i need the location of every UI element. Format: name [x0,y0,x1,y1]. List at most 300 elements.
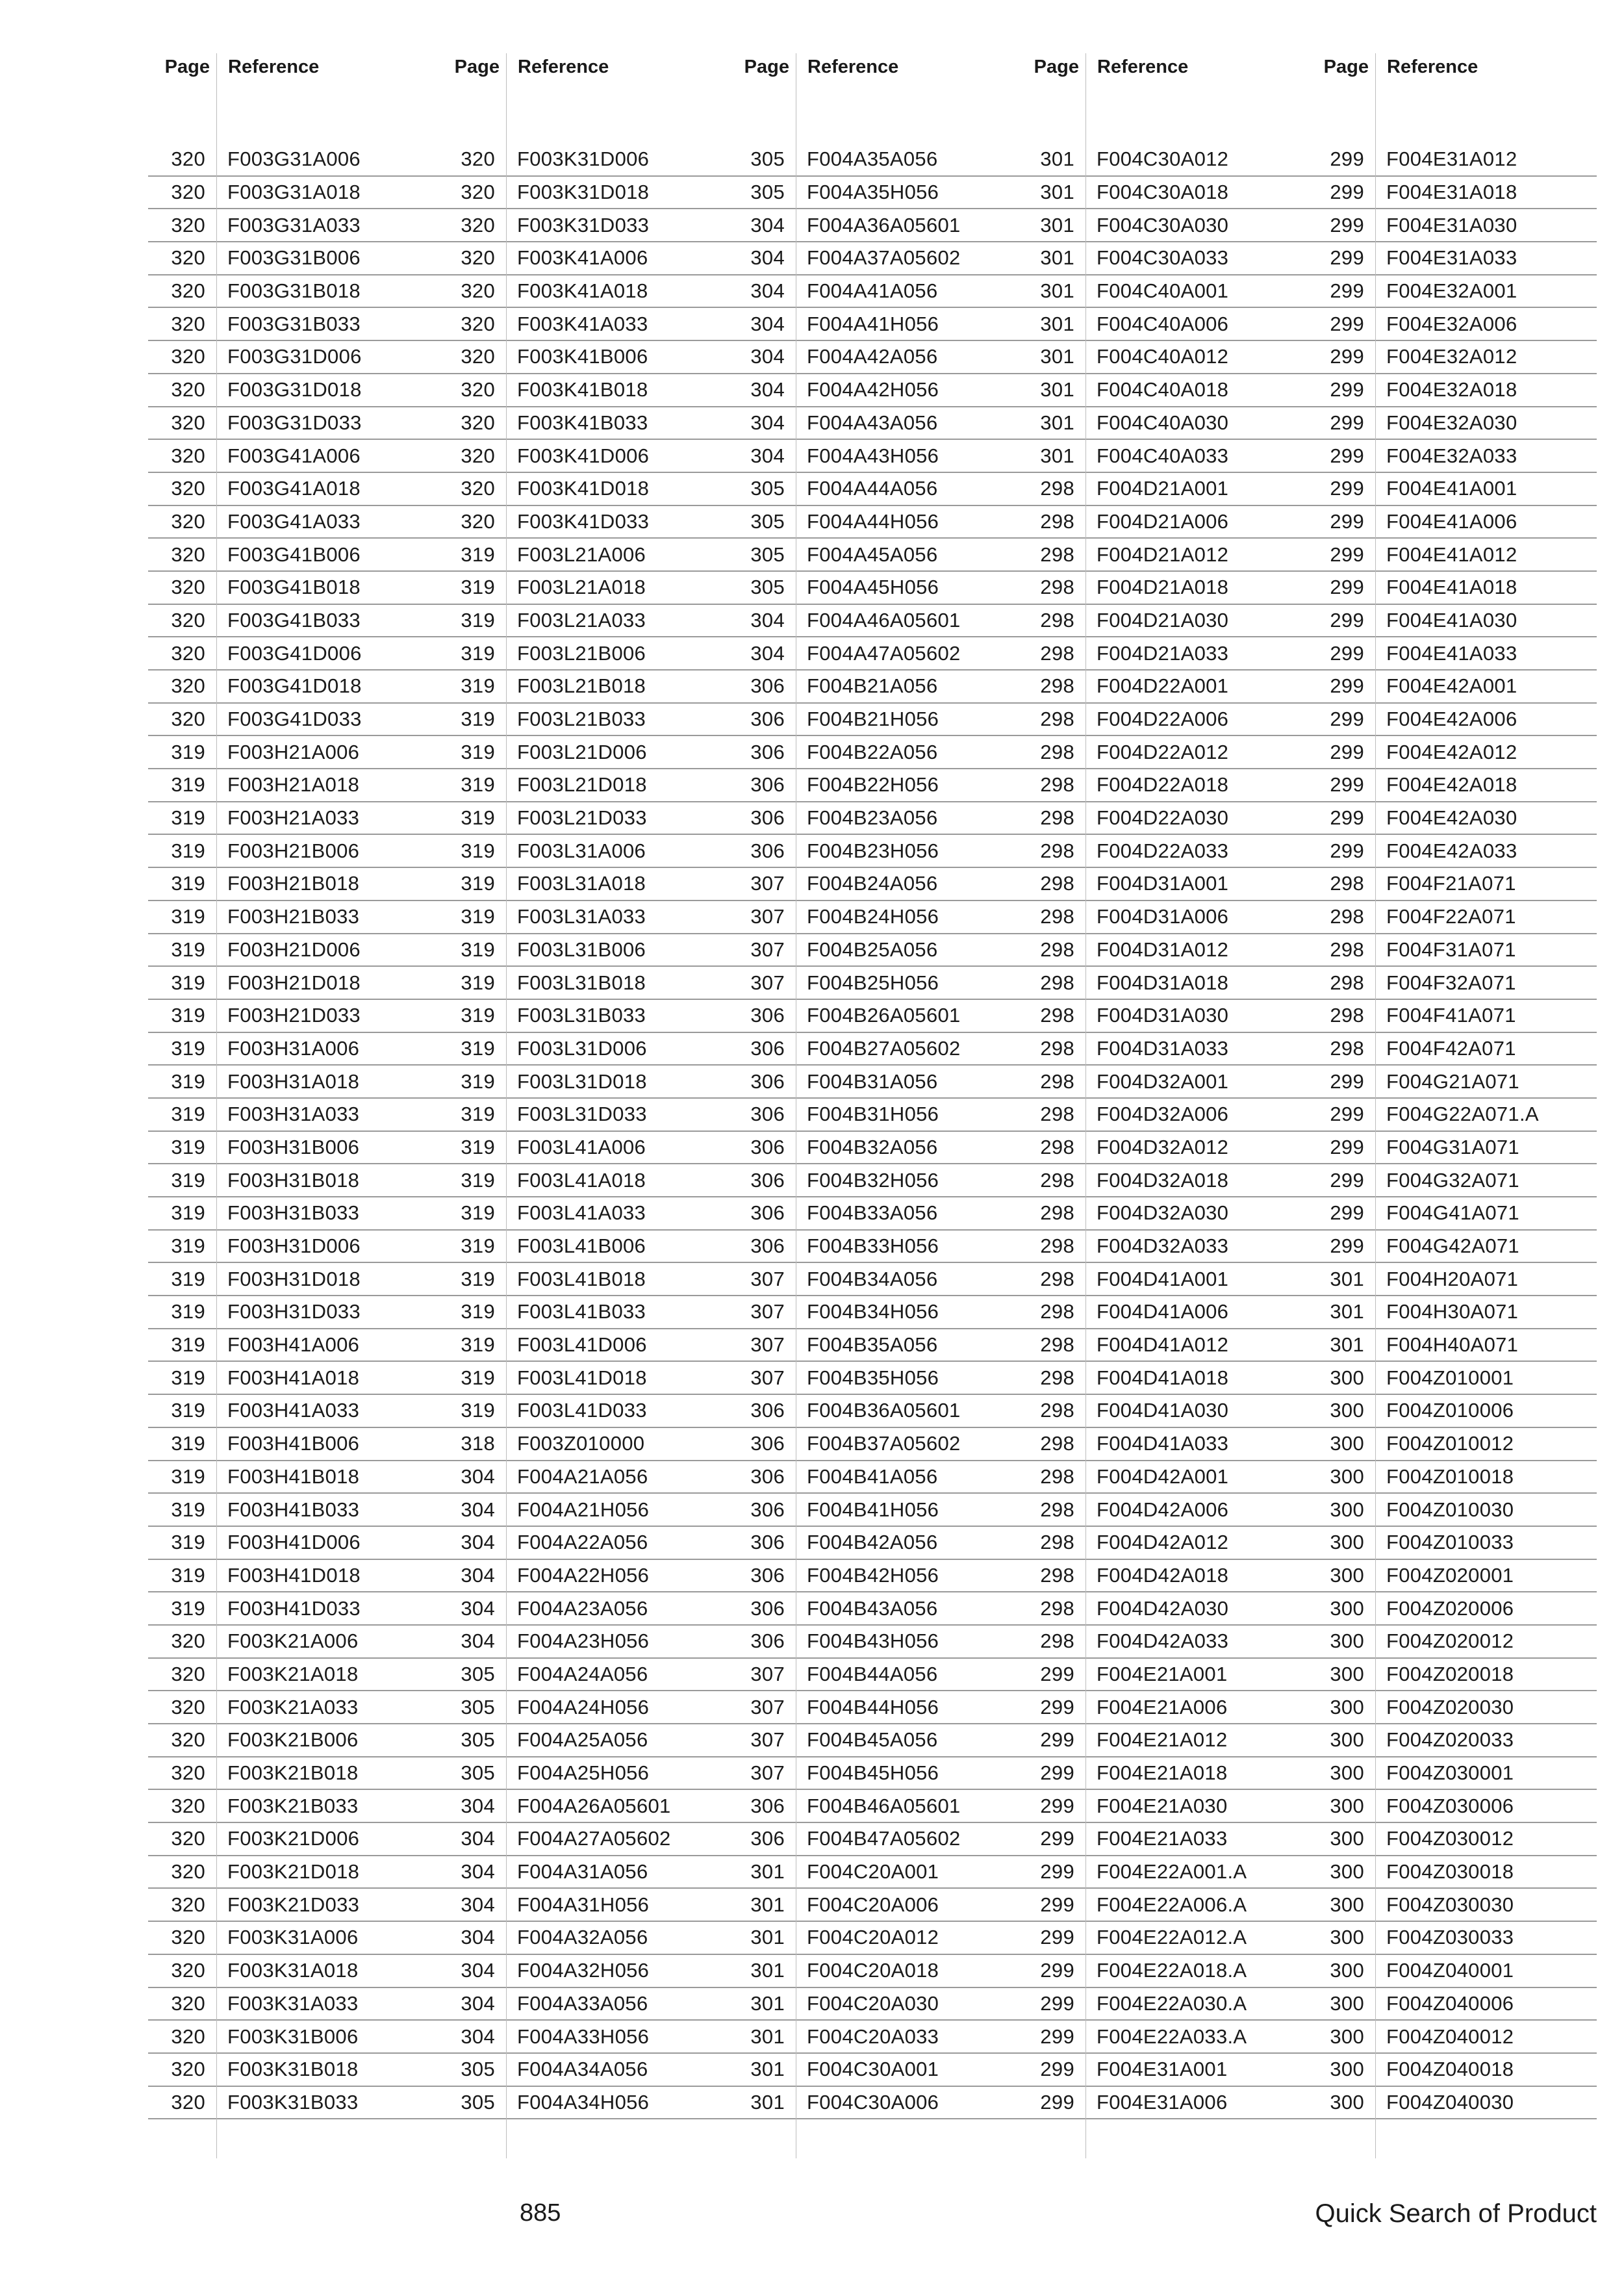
reference-cell: F004D41A006 [1097,1300,1229,1323]
reference-cell: F003K31D033 [517,213,650,236]
table-row [438,1757,728,1791]
page-cell: 301 [1040,312,1074,335]
reference-cell: F004D31A018 [1097,971,1229,994]
page-cell: 304 [750,411,785,434]
table-row [148,1164,438,1197]
reference-cell: F004E41A018 [1386,576,1517,599]
table-row [148,1856,438,1889]
reference-cell: F004E42A012 [1386,740,1517,763]
table-row [148,1889,438,1922]
reference-cell: F004Z030030 [1386,1893,1514,1916]
table-row [1307,1395,1597,1428]
table-row [438,1033,728,1066]
page-cell: 299 [1330,411,1364,434]
reference-cell: F004D21A012 [1097,543,1229,566]
table-row [1017,671,1307,704]
table-row [1307,1560,1597,1593]
reference-cell: F003L21B033 [517,708,646,731]
table-row [148,901,438,934]
page-cell: 306 [750,773,785,797]
reference-cell: F003K41D033 [517,509,650,533]
table-row [728,1099,1017,1132]
reference-cell: F004D31A001 [1097,872,1229,895]
page-cell: 299 [1330,345,1364,368]
page-cell: 298 [1330,971,1364,994]
table-row [438,506,728,539]
page-cell: 299 [1040,1860,1074,1884]
reference-cell: F004E42A006 [1386,708,1517,731]
reference-cell: F004A23A056 [517,1596,648,1620]
table-row [148,275,438,309]
table-row [1307,637,1597,671]
reference-cell: F003L31B018 [517,971,646,994]
reference-cell: F004B24A056 [807,872,938,895]
reference-cell: F003L21B018 [517,674,646,698]
page-cell: 304 [461,1629,495,1653]
reference-cell: F004A41A056 [807,279,938,303]
page-cell: 298 [1040,905,1074,928]
reference-cell: F004E41A006 [1386,509,1517,533]
table-row [728,242,1017,275]
table-row [728,736,1017,769]
page-cell: 299 [1330,674,1364,698]
reference-cell: F003H41D033 [227,1596,361,1620]
reference-cell: F003H41B018 [227,1464,360,1488]
table-row [728,1197,1017,1231]
table-row [438,209,728,242]
table-row [1307,1592,1597,1626]
reference-cell: F004E22A030.A [1097,1991,1247,2015]
reference-cell: F004B22A056 [807,740,938,763]
reference-cell: F004Z010018 [1386,1464,1514,1488]
reference-cell: F004B21H056 [807,708,939,731]
page-cell: 319 [171,1563,205,1587]
page-cell: 299 [1040,2025,1074,2048]
page-cell: 300 [1330,1563,1364,1587]
table-row [1017,1066,1307,1099]
page-cell: 320 [171,345,205,368]
page-cell: 301 [1040,345,1074,368]
table-row [728,1691,1017,1724]
table-row [1307,341,1597,374]
page-cell: 299 [1040,1959,1074,1982]
page-cell: 298 [1040,1004,1074,1027]
page-cell: 300 [1330,1399,1364,1422]
reference-cell: F004D32A006 [1097,1103,1229,1126]
table-row [148,374,438,407]
reference-cell: F004G31A071 [1386,1135,1519,1158]
page-cell: 299 [1040,1991,1074,2015]
page-cell: 319 [171,839,205,862]
reference-cell: F004D42A030 [1097,1596,1229,1620]
reference-cell: F004E41A033 [1386,641,1517,665]
table-row [148,1132,438,1165]
page-cell: 298 [1040,1234,1074,1258]
page-cell: 300 [1330,1926,1364,1949]
table-row [1307,2087,1597,2120]
reference-cell: F004F42A071 [1386,1036,1516,1060]
page-cell: 307 [750,1695,785,1718]
page-cell: 320 [461,378,495,402]
table-row [148,1691,438,1724]
page-cell: 304 [461,1959,495,1982]
reference-cell: F003H41A018 [227,1366,360,1389]
table-row [728,1592,1017,1626]
reference-cell: F004D41A033 [1097,1432,1229,1455]
page-cell: 320 [171,411,205,434]
page-cell: 299 [1330,279,1364,303]
table-row [1017,2054,1307,2087]
table-row [1307,1659,1597,1692]
reference-cell: F004A24A056 [517,1662,648,1685]
reference-cell: F003G31D033 [227,411,362,434]
reference-cell: F004G21A071 [1386,1069,1519,1093]
table-row [1017,1659,1307,1692]
page-cell: 298 [1040,1464,1074,1488]
table-row [728,1033,1017,1066]
reference-cell: F003K41B033 [517,411,648,434]
page-cell: 300 [1330,1728,1364,1752]
reference-cell: F004Z010012 [1386,1432,1514,1455]
reference-cell: F003H21D018 [227,971,361,994]
table-row [1307,1362,1597,1395]
reference-cell: F004D41A012 [1097,1333,1229,1357]
table-column [1017,45,1307,2119]
page-cell: 299 [1040,2058,1074,2081]
page-cell: 305 [750,181,785,204]
page-cell: 299 [1040,1695,1074,1718]
reference-cell: F004D22A001 [1097,674,1229,698]
table-row [148,242,438,275]
page-cell: 299 [1330,1069,1364,1093]
page-cell: 304 [750,641,785,665]
reference-cell: F003L31A033 [517,905,646,928]
page-cell: 320 [171,674,205,698]
reference-cell: F004Z020012 [1386,1629,1514,1653]
table-row [1307,704,1597,737]
reference-cell: F004C30A018 [1097,181,1229,204]
reference-cell: F003H31A033 [227,1103,360,1126]
table-row [148,1955,438,1988]
table-row [438,934,728,967]
page-cell: 299 [1330,641,1364,665]
reference-cell: F004B33H056 [807,1234,939,1258]
reference-cell: F003H31D018 [227,1267,361,1290]
page-cell: 306 [750,1794,785,1817]
table-row [1307,242,1597,275]
reference-cell: F004C30A001 [807,2058,939,2081]
page-cell: 299 [1330,1234,1364,1258]
table-row [1307,1197,1597,1231]
page-cell: 300 [1330,2025,1364,2048]
table-row [1307,506,1597,539]
reference-cell: F003H31D033 [227,1300,361,1323]
page-cell: 306 [750,1103,785,1126]
table-row [1307,1494,1597,1527]
table-row [438,1560,728,1593]
page-cell: 298 [1330,905,1364,928]
table-row [1017,1856,1307,1889]
page-cell: 299 [1040,1827,1074,1850]
table-row [438,440,728,473]
table-row [438,1955,728,1988]
reference-cell: F004D22A033 [1097,839,1229,862]
page-cell: 299 [1330,543,1364,566]
table-row [728,2021,1017,2054]
page-cell: 304 [750,312,785,335]
reference-cell: F003L31D006 [517,1036,647,1060]
table-row [728,1164,1017,1197]
page-cell: 320 [171,608,205,632]
table-row [1307,275,1597,309]
table-row [438,2087,728,2120]
table-row [148,967,438,1000]
reference-cell: F003H41D018 [227,1563,361,1587]
page-cell: 299 [1330,773,1364,797]
reference-cell: F003G31D018 [227,378,362,402]
reference-cell: F003L41A033 [517,1201,646,1225]
page-cell: 319 [171,1498,205,1521]
page-cell: 319 [461,839,495,862]
page-cell: 306 [750,1234,785,1258]
reference-cell: F004E41A001 [1386,477,1517,500]
reference-cell: F003L21D018 [517,773,647,797]
page-cell: 305 [750,576,785,599]
reference-cell: F003L31A006 [517,839,646,862]
table-row [148,1329,438,1362]
reference-cell: F003K41B006 [517,345,648,368]
table-column [728,45,1017,2119]
table-row [1017,736,1307,769]
reference-cell: F004B44H056 [807,1695,939,1718]
page-cell: 304 [750,246,785,270]
page-header: Page [454,56,500,77]
reference-cell: F004D31A012 [1097,938,1229,961]
page-cell: 305 [750,543,785,566]
page-header: Page [1323,56,1369,77]
reference-cell: F004E42A018 [1386,773,1517,797]
table-row [1017,308,1307,341]
table-row [148,934,438,967]
reference-cell: F004E31A030 [1386,213,1517,236]
page-cell: 320 [171,1926,205,1949]
page-cell: 319 [171,1464,205,1488]
page-cell: 298 [1040,773,1074,797]
page-cell: 319 [171,1333,205,1357]
table-row [1307,308,1597,341]
table-row [728,1461,1017,1494]
page-cell: 299 [1040,1794,1074,1817]
page-cell: 299 [1330,312,1364,335]
reference-cell: F004B33A056 [807,1201,938,1225]
page-cell: 301 [1040,147,1074,171]
table-row [1017,209,1307,242]
table-row [1307,1691,1597,1724]
page-cell: 298 [1040,641,1074,665]
page-cell: 299 [1040,2090,1074,2114]
reference-cell: F003H41B006 [227,1432,360,1455]
page-cell: 306 [750,1201,785,1225]
reference-cell: F003L41B006 [517,1234,646,1258]
reference-cell: F003H21B033 [227,905,360,928]
page-cell: 306 [750,1069,785,1093]
reference-cell: F003K21D018 [227,1860,360,1884]
page-cell: 299 [1330,608,1364,632]
table-row [438,341,728,374]
page-cell: 320 [171,1893,205,1916]
table-row [438,1461,728,1494]
table-row [1307,407,1597,441]
table-row [1017,934,1307,967]
table-row [1017,1263,1307,1296]
reference-cell: F004E32A018 [1386,378,1517,402]
page-cell: 319 [461,1234,495,1258]
reference-cell: F004A37A05602 [807,246,961,270]
page-cell: 299 [1330,147,1364,171]
page-cell: 305 [750,147,785,171]
page-cell: 319 [461,674,495,698]
reference-cell: F004E21A012 [1097,1728,1228,1752]
reference-cell: F004E32A012 [1386,345,1517,368]
table-row [1017,1197,1307,1231]
reference-cell: F004Z020001 [1386,1563,1514,1587]
table-row [148,1724,438,1757]
reference-cell: F003K31A018 [227,1959,359,1982]
page-cell: 306 [750,674,785,698]
reference-cell: F004B42H056 [807,1563,939,1587]
page-cell: 304 [461,1860,495,1884]
page-cell: 304 [750,444,785,467]
page-cell: 301 [750,1959,785,1982]
page-cell: 298 [1040,872,1074,895]
reference-cell: F004D32A030 [1097,1201,1229,1225]
page-cell: 320 [171,1662,205,1685]
table-row [438,144,728,177]
table-row [728,506,1017,539]
page-cell: 298 [1040,477,1074,500]
reference-cell: F003H21B018 [227,872,360,895]
table-row [438,1724,728,1757]
page-cell: 319 [461,1300,495,1323]
table-row [438,671,728,704]
page-cell: 304 [461,1531,495,1554]
page-cell: 301 [1330,1267,1364,1290]
page-cell: 319 [461,971,495,994]
reference-cell: F004D41A001 [1097,1267,1229,1290]
reference-cell: F004D22A012 [1097,740,1229,763]
reference-cell: F004A47A05602 [807,641,961,665]
reference-cell: F004D31A033 [1097,1036,1229,1060]
table-row [1307,374,1597,407]
reference-cell: F004Z030018 [1386,1860,1514,1884]
page-cell: 320 [461,444,495,467]
reference-cell: F004Z030012 [1386,1827,1514,1850]
page-cell: 301 [750,1893,785,1916]
reference-cell: F004D32A012 [1097,1135,1229,1158]
table-row [148,1296,438,1329]
reference-cell: F004H30A071 [1386,1300,1519,1323]
page-cell: 319 [171,1004,205,1027]
reference-cell: F004E21A030 [1097,1794,1228,1817]
table-row [148,1263,438,1296]
page-cell: 307 [750,1728,785,1752]
reference-cell: F004B44A056 [807,1662,938,1685]
table-row [1307,1461,1597,1494]
reference-cell: F004B31H056 [807,1103,939,1126]
table-row [728,374,1017,407]
table-row [438,374,728,407]
table-row [1017,637,1307,671]
table-row [1307,1724,1597,1757]
reference-cell: F004A32A056 [517,1926,648,1949]
page-cell: 320 [461,509,495,533]
reference-cell: F004D31A030 [1097,1004,1229,1027]
page-cell: 300 [1330,1432,1364,1455]
reference-cell: F003G41B033 [227,608,361,632]
reference-cell: F003L21D006 [517,740,647,763]
page-cell: 307 [750,1267,785,1290]
reference-cell: F004C30A012 [1097,147,1229,171]
page-cell: 298 [1330,1036,1364,1060]
table-row [1017,1362,1307,1395]
table-row [1307,1231,1597,1264]
table-row [1307,736,1597,769]
table-row [438,1329,728,1362]
table-row [728,275,1017,309]
reference-cell: F004E32A030 [1386,411,1517,434]
table-row [1017,1428,1307,1461]
reference-cell: F004D42A012 [1097,1531,1229,1554]
table-row [438,1922,728,1955]
reference-cell: F004Z040018 [1386,2058,1514,2081]
page-cell: 300 [1330,1629,1364,1653]
page-cell: 298 [1040,971,1074,994]
page-cell: 304 [461,1926,495,1949]
table-row [1307,2021,1597,2054]
reference-cell: F004C40A030 [1097,411,1229,434]
table-row [438,242,728,275]
page-cell: 320 [171,641,205,665]
table-row [148,605,438,638]
table-row [728,572,1017,605]
table-row [438,704,728,737]
reference-cell: F004B31A056 [807,1069,938,1093]
table-row [1017,242,1307,275]
page-cell: 320 [461,213,495,236]
reference-cell: F004D32A018 [1097,1168,1229,1192]
table-row [148,473,438,506]
table-row [1017,1395,1307,1428]
reference-cell: F004D21A018 [1097,576,1229,599]
table-row [728,1362,1017,1395]
table-row [148,1033,438,1066]
table-row [1307,473,1597,506]
table-row [1017,1527,1307,1560]
page-cell: 298 [1040,1366,1074,1389]
page-cell: 320 [171,1860,205,1884]
reference-cell: F004B34A056 [807,1267,938,1290]
reference-cell: F003K31D006 [517,147,650,171]
page-cell: 299 [1040,1728,1074,1752]
table-row [728,671,1017,704]
reference-cell: F004G22A071.A [1386,1103,1539,1126]
page-cell: 298 [1330,1004,1364,1027]
reference-cell: F004B47A05602 [807,1827,961,1850]
table-row [438,1856,728,1889]
page-cell: 299 [1330,509,1364,533]
page-cell: 319 [461,1399,495,1422]
reference-cell: F003H31D006 [227,1234,361,1258]
